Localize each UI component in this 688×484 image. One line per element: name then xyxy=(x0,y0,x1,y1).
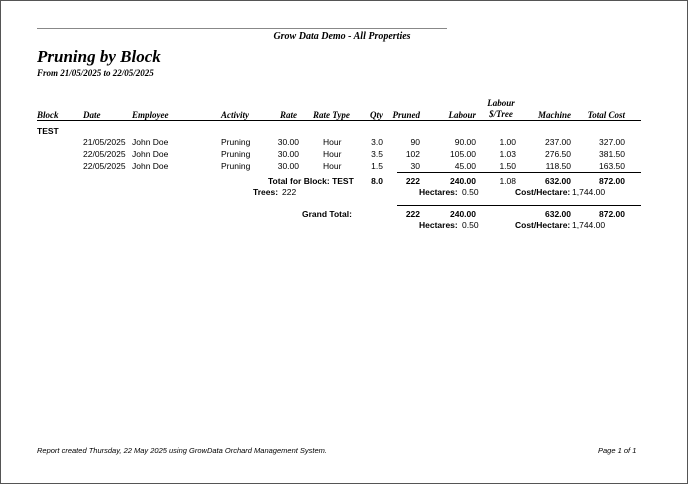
col-rate: Rate xyxy=(280,110,297,120)
block-total-cost: 872.00 xyxy=(599,176,625,186)
grand-total-label: Grand Total: xyxy=(302,209,352,219)
row-qty: 1.5 xyxy=(371,161,383,171)
row-employee: John Doe xyxy=(132,161,169,171)
row-rate-type: Hour xyxy=(323,161,342,171)
row-rate-type: Hour xyxy=(323,149,342,159)
report-title: Pruning by Block xyxy=(37,47,161,66)
row-labour-tree: 1.50 xyxy=(499,161,516,171)
header-underline xyxy=(37,120,641,121)
report-created-note: Report created Thursday, 22 May 2025 using GrowData Orchard Management System. xyxy=(37,446,327,455)
col-total-cost: Total Cost xyxy=(587,110,625,120)
col-rate-type: Rate Type xyxy=(313,110,350,120)
block-hectares-value: 0.50 xyxy=(462,187,479,197)
block-hectares-label: Hectares: xyxy=(419,187,458,197)
grand-total-machine: 632.00 xyxy=(545,209,571,219)
row-total: 163.50 xyxy=(599,161,625,171)
col-qty: Qty xyxy=(370,110,383,120)
row-total: 327.00 xyxy=(599,137,625,147)
row-rate-type: Hour xyxy=(323,137,342,147)
date-range: From 21/05/2025 to 22/05/2025 xyxy=(37,68,154,78)
grand-total-rule xyxy=(397,205,641,206)
col-machine: Machine xyxy=(537,110,571,120)
block-total-qty: 8.0 xyxy=(371,176,383,186)
row-pruned: 30 xyxy=(410,161,420,171)
report-header: Grow Data Demo - All Properties xyxy=(273,31,411,42)
row-labour: 105.00 xyxy=(450,149,476,159)
block-total-pruned: 222 xyxy=(405,176,420,186)
trees-label: Trees: xyxy=(253,187,279,197)
row-qty: 3.0 xyxy=(371,137,383,147)
header-rule xyxy=(37,28,447,29)
row-labour-tree: 1.00 xyxy=(499,137,516,147)
row-date: 22/05/2025 xyxy=(83,149,126,159)
row-labour-tree: 1.03 xyxy=(499,149,516,159)
row-employee: John Doe xyxy=(132,149,169,159)
row-date: 21/05/2025 xyxy=(83,137,126,147)
trees-value: 222 xyxy=(282,187,297,197)
row-activity: Pruning xyxy=(221,161,251,171)
row-total: 381.50 xyxy=(599,149,625,159)
block-total-rule xyxy=(397,172,641,173)
col-employee: Employee xyxy=(132,110,169,120)
grand-cost-hectare-label: Cost/Hectare: xyxy=(515,220,571,230)
row-machine: 276.50 xyxy=(545,149,571,159)
grand-total-cost: 872.00 xyxy=(599,209,625,219)
block-cost-hectare-label: Cost/Hectare: xyxy=(515,187,571,197)
row-rate: 30.00 xyxy=(277,149,299,159)
col-labour-tree-line2: $/Tree xyxy=(489,109,513,119)
row-rate: 30.00 xyxy=(277,161,299,171)
grand-cost-hectare-value: 1,744.00 xyxy=(572,220,606,230)
block-name: TEST xyxy=(37,126,59,136)
grand-total-pruned: 222 xyxy=(405,209,420,219)
col-activity: Activity xyxy=(221,110,249,120)
col-date: Date xyxy=(83,110,101,120)
row-qty: 3.5 xyxy=(371,149,383,159)
col-pruned: Pruned xyxy=(392,110,420,120)
row-activity: Pruning xyxy=(221,137,251,147)
row-rate: 30.00 xyxy=(277,137,299,147)
row-labour: 90.00 xyxy=(454,137,476,147)
col-labour-tree-line1: Labour xyxy=(487,98,515,108)
row-labour: 45.00 xyxy=(454,161,476,171)
row-machine: 237.00 xyxy=(545,137,571,147)
row-pruned: 102 xyxy=(405,149,420,159)
col-labour: Labour xyxy=(448,110,476,120)
block-total-labour: 240.00 xyxy=(450,176,476,186)
row-pruned: 90 xyxy=(410,137,420,147)
grand-hectares-label: Hectares: xyxy=(419,220,458,230)
col-block: Block xyxy=(37,110,59,120)
row-employee: John Doe xyxy=(132,137,169,147)
row-activity: Pruning xyxy=(221,149,251,159)
block-total-machine: 632.00 xyxy=(545,176,571,186)
grand-hectares-value: 0.50 xyxy=(462,220,479,230)
page-number: Page 1 of 1 xyxy=(598,446,637,455)
block-cost-hectare-value: 1,744.00 xyxy=(572,187,606,197)
row-machine: 118.50 xyxy=(545,161,571,171)
row-date: 22/05/2025 xyxy=(83,161,126,171)
block-total-labour-tree: 1.08 xyxy=(499,176,516,186)
block-total-label: Total for Block: TEST xyxy=(268,176,354,186)
grand-total-labour: 240.00 xyxy=(450,209,476,219)
